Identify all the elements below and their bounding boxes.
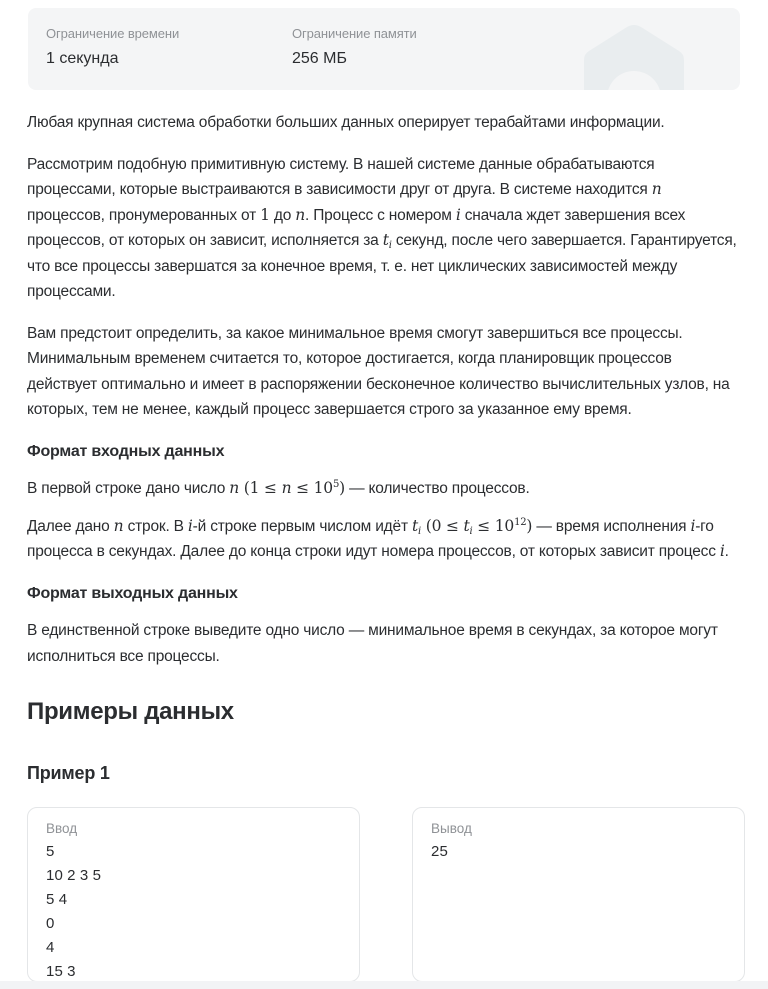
text-run: -й строке первым числом идёт: [192, 517, 412, 535]
math-run: (1 ≤: [239, 479, 282, 497]
sample-line: 25: [431, 843, 448, 860]
math-run: $t_i$: [463, 516, 473, 537]
sample-line: 15 3: [46, 963, 76, 980]
sample-output-label: Вывод: [431, 821, 472, 836]
sample-line: 5 4: [46, 891, 68, 908]
limits-card: [28, 8, 740, 90]
output-format-paragraph: [27, 618, 741, 669]
math-run: i: [187, 516, 193, 535]
math-run: ≤ $10^5$: [291, 479, 340, 497]
sample-line: 5: [46, 843, 55, 860]
time-limit-label: Ограничение времени: [46, 26, 180, 41]
math-run: $t_i$: [382, 231, 392, 251]
statement-paragraph: [27, 321, 741, 423]
input-format-heading: Формат входных данных: [27, 442, 225, 460]
examples-section: [27, 697, 745, 982]
math-run: n: [281, 479, 292, 497]
text-run: секунд, после чего завершается. Гарантируется, что все процессы завершатся за конечное время, т. е. нет циклических зависимостей между процессами.: [27, 232, 741, 300]
math-run: ): [339, 479, 345, 497]
text-run: . Процесс с номером: [305, 206, 456, 224]
text-run: строк. В: [123, 517, 188, 535]
sample-line: 0: [46, 915, 55, 932]
sample-input-lines: [46, 840, 341, 982]
text-run: В единственной строке выведите одно число — минимальное время в секундах, за которое могут исполниться все процессы.: [27, 622, 722, 665]
input-format-paragraph: [27, 514, 741, 565]
example-1-sample-row: [27, 807, 745, 982]
math-run: i: [455, 205, 461, 224]
math-run: i: [719, 542, 725, 560]
text-run: Любая крупная система обработки больших данных оперирует терабайтами информации.: [27, 114, 665, 131]
contest-watermark-icon: [576, 8, 692, 90]
sample-output-card: [412, 807, 745, 982]
text-run: Вам предстоит определить, за какое минимальное время смогут завершиться все процессы. Минимальным временем считается то, которое достигается, когда планировщик процессов действует оптимально и имеет в распоряжении бесконечное количество вычислительных узлов, на которых, тем не менее, каждый процесс завершается строго за указанное ему время.: [27, 324, 734, 418]
math-run: 1: [260, 205, 270, 224]
text-run: процессов, пронумерованных от: [27, 181, 666, 224]
statement-paragraph: [27, 152, 741, 305]
math-run: ≤ $10^{12}$: [472, 516, 527, 535]
math-run: ): [526, 516, 533, 535]
sample-line: 10 2 3 5: [46, 867, 102, 884]
text-run: — время исполнения: [532, 517, 691, 535]
math-run: (0 ≤: [421, 516, 464, 535]
memory-limit-block: [292, 26, 417, 90]
math-run: n: [229, 479, 240, 497]
problem-statement: [27, 100, 741, 669]
sample-output-lines: [431, 840, 726, 864]
math-run: n: [295, 205, 306, 224]
text-run: -го процесса в секундах. Далее до конца строки идут номера процессов, от которых зависит процесс: [27, 517, 720, 560]
text-run: .: [724, 543, 729, 560]
statement-paragraph: [27, 110, 741, 136]
example-1-heading: Пример 1: [27, 763, 110, 783]
text-run: — количество процессов.: [344, 480, 530, 497]
text-run: до: [269, 206, 296, 224]
math-run: n: [651, 180, 662, 198]
memory-limit-label: Ограничение памяти: [292, 26, 417, 41]
math-run: $t_i$: [411, 516, 421, 537]
sample-input-label: Ввод: [46, 821, 78, 836]
output-format-heading: Формат выходных данных: [27, 584, 238, 602]
text-run: Далее дано: [27, 517, 114, 535]
text-run: сначала ждет завершения всех процессов, от которых он зависит, исполняется за: [27, 206, 690, 249]
text-run: Рассмотрим подобную примитивную систему. В нашей системе данные обрабатываются процессами, которые выстраиваются в зависимости друг от друга. В системе находится: [27, 155, 659, 198]
math-run: i: [690, 516, 696, 535]
input-format-paragraph: [27, 476, 741, 502]
time-limit-block: [46, 26, 292, 90]
memory-limit-value: 256 МБ: [292, 50, 347, 67]
sample-line: 4: [46, 939, 55, 956]
next-section-edge: [0, 981, 768, 989]
examples-heading: Примеры данных: [27, 698, 234, 725]
math-run: n: [113, 516, 124, 535]
sample-input-card: [27, 807, 360, 982]
text-run: В первой строке дано число: [27, 480, 230, 497]
time-limit-value: 1 секунда: [46, 50, 119, 67]
